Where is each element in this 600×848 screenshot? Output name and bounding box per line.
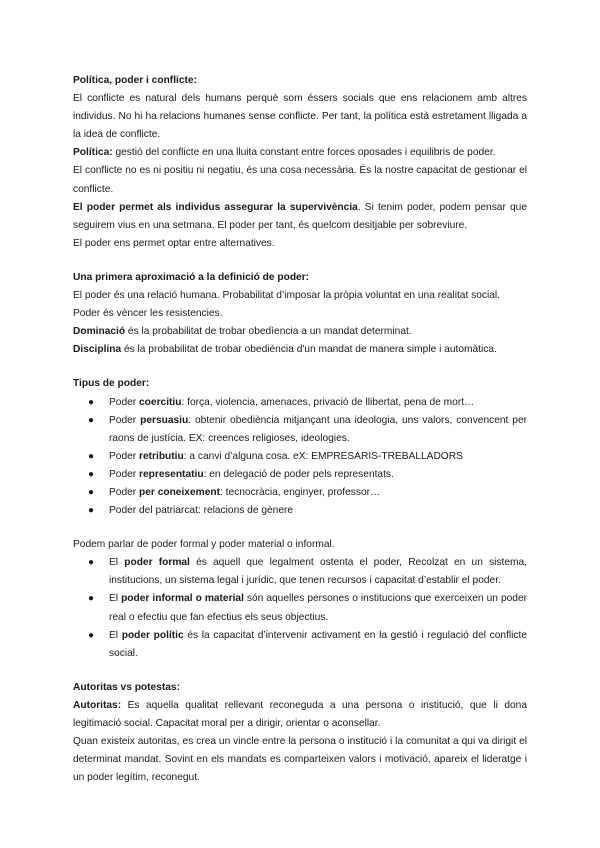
bullet-icon: ● (88, 450, 95, 462)
bullet-icon: ● (88, 629, 95, 641)
bullet-list-poder (73, 554, 527, 663)
section-heading-definicio: Una primera aproximació a la definició de poder: (73, 271, 310, 283)
paragraph: El conflicte no es ni positiu ni negatiu, és una cosa necessària. És la nostre capacitat de gestionar el conflicte. (73, 165, 527, 195)
paragraph: Quan existeix autoritas, es crea un vincle entre la persona o institució i la comunitat a qui va dirigit el determinat mandat. Sovint en els mandats es comparteixen valors i motivació, apareix el lideratge i un poder legítim, reconegut. (73, 736, 527, 784)
list-item: ● Poder del patriarcat: relacions de gènere (73, 502, 527, 520)
bullet-icon: ● (88, 593, 95, 605)
list-item: ● Poder retributiu: a canvi d’alguna cosa. eX: EMPRESARIS-TREBALLADORS (73, 448, 527, 466)
list-item: ● Poder representatiu: en delegació de poder pels representats. (73, 466, 527, 484)
paragraph: El poder permet als individus assegurar la supervivència. Si tenim poder, podem pensar que seguirem vius en una setmana. El poder per tant, és quelcom desitjable per sobreviure. (73, 201, 527, 231)
paragraph: Autoritas: Es aquella qualitat rellevant reconeguda a una persona o institució, que li dona legitimació social. Capacitat moral per a dirigir, orientar o aconsellar. (73, 699, 527, 729)
list-item: ● Poder coercitiu: força, violencia, amenaces, privació de llibertat, pena de mort… (73, 394, 527, 412)
paragraph: El conflicte es natural dels humans perquè som éssers socials que ens relacionem amb altres individus. No hi ha relacions humanes sense conflicte. Per tant, la política està estretament lligada a la idea de conflicte. (73, 93, 527, 141)
bullet-icon: ● (88, 468, 95, 480)
document-page (73, 72, 527, 787)
list-item: ● Poder persuasiu: obtenir obediència mitjançant una ideologia, uns valors, convencent per raons de justícia. EX: creences religioses, ideologies. (73, 412, 527, 448)
list-item: ● Poder per coneixement: tecnocràcia, enginyer, professor… (73, 484, 527, 502)
paragraph: El poder és una relació humana. Probabilitat d’imposar la pròpia voluntat en una realitat social. (73, 290, 500, 302)
paragraph: Política: gestió del conflicte en una lluita constant entre forces oposades i equilibris de poder. (73, 147, 496, 159)
term-bold: Autoritas: (73, 699, 122, 711)
paragraph: Disciplina és la probabilitat de trobar obediència d'un mandat de manera simple i automàtica. (73, 344, 497, 356)
bullet-icon: ● (88, 557, 95, 569)
bullet-icon: ● (88, 486, 95, 498)
section-heading-tipus: Tipus de poder: (73, 378, 150, 390)
bullet-icon: ● (88, 414, 95, 426)
section-heading-autoritas: Autoritas vs potestas: (73, 681, 180, 693)
bullet-icon: ● (88, 505, 95, 517)
list-item: ● El poder informal o material són aquelles persones o institucions que exerceixen un poder real o efectiu que fan efectius els seus objectius. (73, 590, 527, 626)
term-bold: Dominació (73, 326, 126, 338)
list-item: ● El poder polític és la capacitat d’intervenir activament en la gestió i regulació del conflicte social. (73, 627, 527, 663)
paragraph: Poder és vèncer les resistencies. (73, 308, 223, 320)
bullet-list-tipus (73, 394, 527, 521)
paragraph: Podem parlar de poder formal y poder material o informal. (73, 539, 335, 551)
paragraph: El poder ens permet optar entre alternatives. (73, 237, 275, 249)
list-item: ● El poder formal és aquell que legalment ostenta el poder, Recolzat en un sistema, institucions, un sistema legal i jurídic, que tenen recursos i capacitat d’establir el poder. (73, 554, 527, 590)
term-bold: Disciplina (73, 344, 122, 356)
term-bold: Política: (73, 147, 113, 159)
paragraph: Dominació és la probabilitat de trobar obedìencia a un mandat determinat. (73, 326, 412, 338)
bullet-icon: ● (88, 396, 95, 408)
section-heading-politica: Política, poder i conflicte: (73, 75, 197, 86)
term-bold: El poder permet als individus assegurar la supervivència (73, 201, 358, 213)
